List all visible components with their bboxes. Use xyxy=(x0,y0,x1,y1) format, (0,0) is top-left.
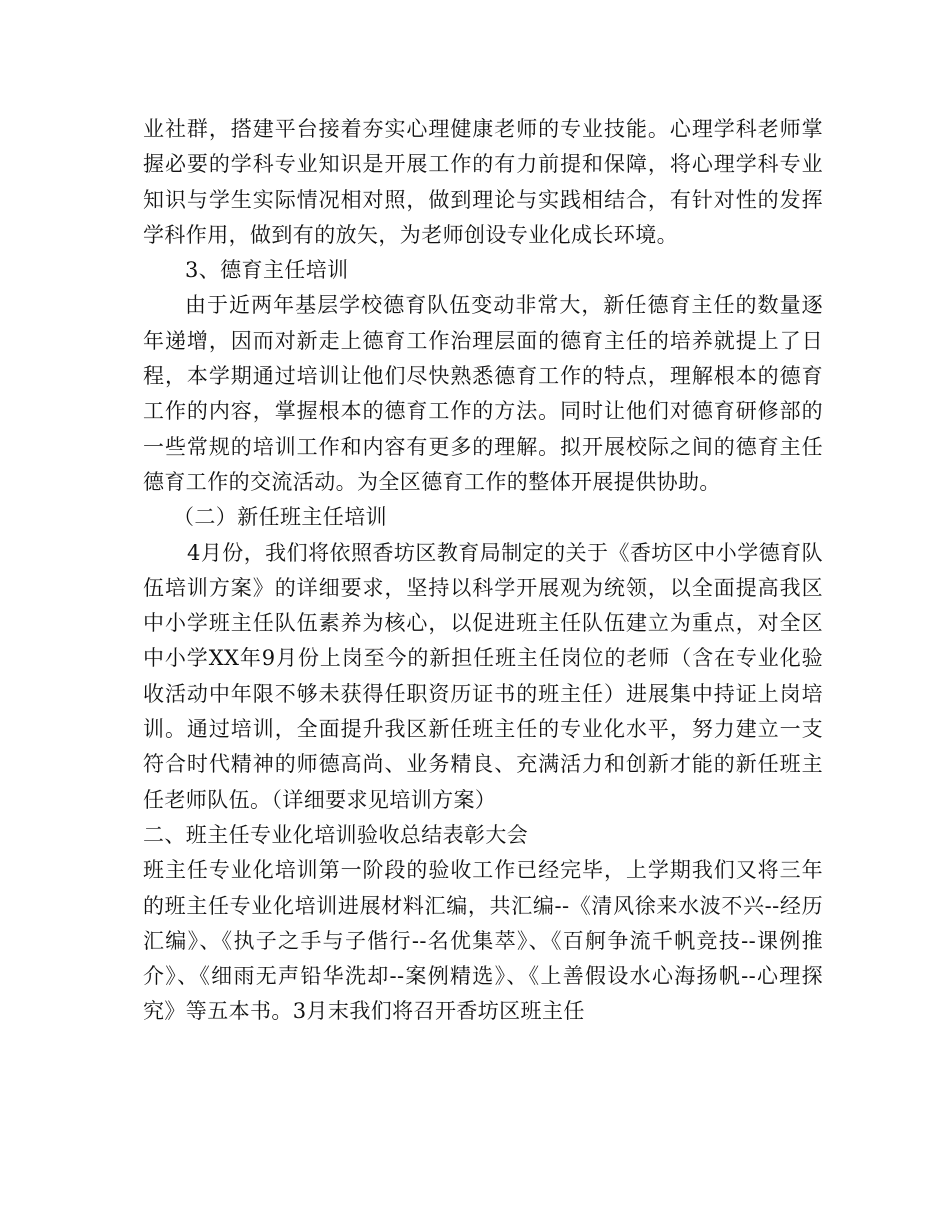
section-heading-new-head-teacher-training: （二）新任班主任培训 xyxy=(173,505,387,530)
section-heading-summary-conference: 二、班主任专业化培训验收总结表彰大会 xyxy=(143,822,529,847)
section-heading-moral-director-training: 3、德育主任培训 xyxy=(185,258,349,283)
paragraph-new-head-teacher-training: 4月份，我们将依照香坊区教育局制定的关于《香坊区中小学德育队伍培训方案》的详细要求，坚持以科学开展观为统领，以全面提高我区中小学班主任队伍素养为核心，以促进班主任队伍建立为重点，对全区中小学XX年9月份上岗至今的新担任班主任岗位的老师（含在专业化验收活动中年限不够未获得任职资历证书的班主任）进展集中持证上岗培训。通过培训，全面提升我区新任班主任的专业化水平，努力建立一支符合时代精神的师德高尚、业务精良、充满活力和创新才能的新任班主任老师队伍。（详细要求见培训方案） xyxy=(143,540,823,812)
paragraph-summary-conference: 班主任专业化培训第一阶段的验收工作已经完毕，上学期我们又将三年的班主任专业化培训进展材料汇编，共汇编--《清风徐来水波不兴--经历汇编》、《执子之手与子偕行--名优集萃》、《百舸争流千帆竞技--课例推介》、《细雨无声铅华洗却--案例精选》、《上善假设水心海扬帆--心理探究》等五本书。3月末我们将召开香坊区班主任 xyxy=(143,858,823,1024)
paragraph-continuation: 业社群，搭建平台接着夯实心理健康老师的专业技能。心理学科老师掌握必要的学科专业知识是开展工作的有力前提和保障，将心理学科专业知识与学生实际情况相对照，做到理论与实践相结合，有针对性的发挥学科作用，做到有的放矢，为老师创设专业化成长环境。 xyxy=(143,117,823,247)
document-body xyxy=(143,112,823,1030)
paragraph-moral-director-training: 由于近两年基层学校德育队伍变动非常大，新任德育主任的数量逐年递增，因而对新走上德育工作治理层面的德育主任的培养就提上了日程，本学期通过培训让他们尽快熟悉德育工作的特点，理解根本的德育工作的内容，掌握根本的德育工作的方法。同时让他们对德育研修部的一些常规的培训工作和内容有更多的理解。拟开展校际之间的德育主任德育工作的交流活动。为全区德育工作的整体开展提供协助。 xyxy=(143,293,823,494)
